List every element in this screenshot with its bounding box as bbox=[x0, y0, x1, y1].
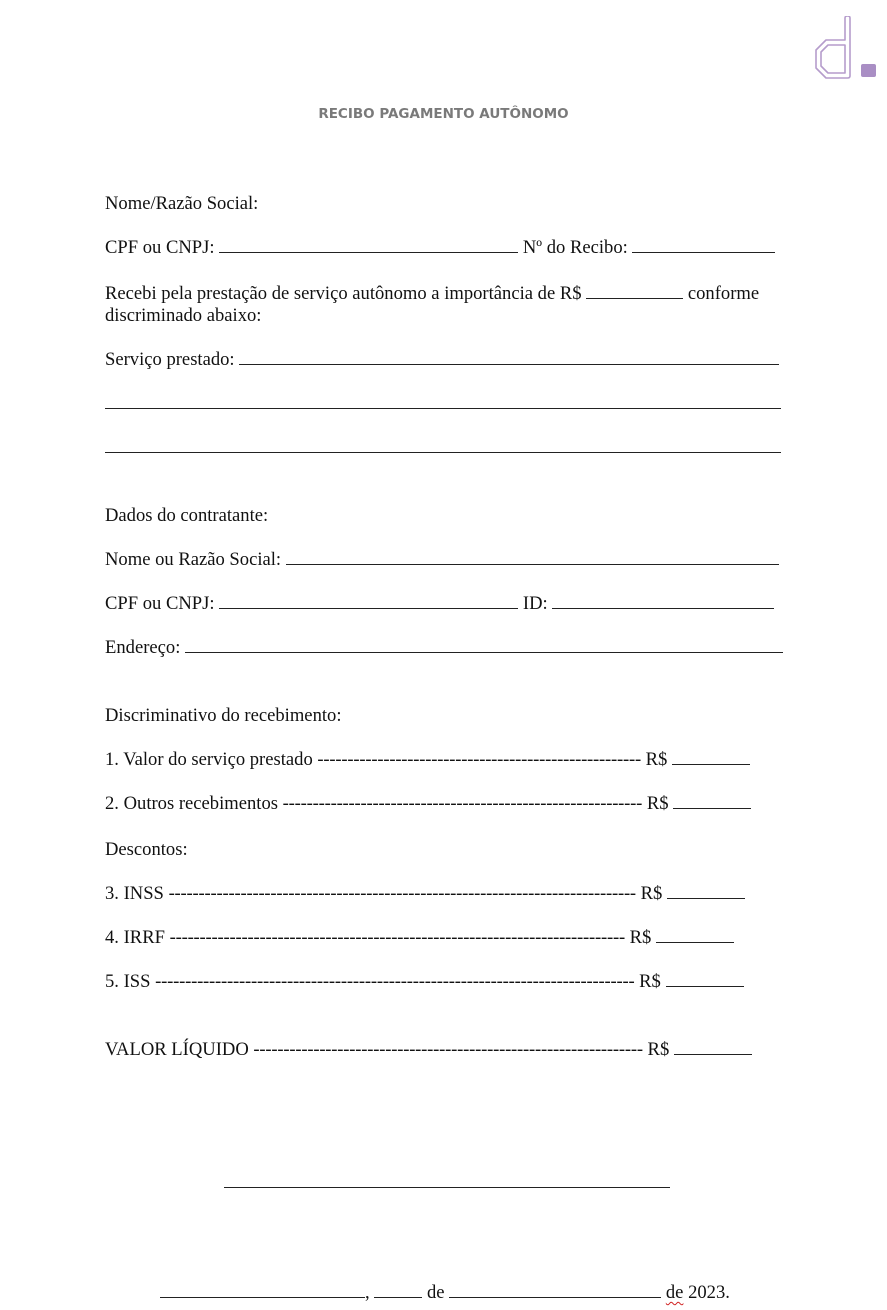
statement-text: Recebi pela prestação de serviço autônomo a importância de R$ bbox=[105, 283, 582, 304]
month-input[interactable] bbox=[449, 1282, 661, 1298]
city-input[interactable] bbox=[160, 1282, 365, 1298]
net-value-label: VALOR LÍQUIDO bbox=[105, 1039, 249, 1060]
leader-dashes: ---------------------------------------------------------------------------- bbox=[169, 927, 625, 948]
recipient-cpf-input[interactable] bbox=[219, 237, 518, 253]
breakdown-item-row bbox=[105, 749, 750, 771]
contractor-name-input[interactable] bbox=[286, 549, 779, 565]
currency-label: R$ bbox=[639, 971, 661, 992]
net-value-row bbox=[105, 1039, 752, 1061]
contractor-address-input[interactable] bbox=[185, 637, 783, 653]
leader-dashes: ----------------------------------------------------------------- bbox=[253, 1039, 643, 1060]
statement-row-2 bbox=[105, 305, 261, 327]
service-input-line2[interactable] bbox=[105, 393, 781, 409]
contractor-name-label: Nome ou Razão Social: bbox=[105, 549, 282, 570]
service-row-2 bbox=[105, 393, 781, 415]
currency-label: R$ bbox=[645, 749, 668, 770]
service-input[interactable] bbox=[239, 349, 779, 365]
discount-label: 4. IRRF bbox=[105, 927, 165, 948]
currency-label: R$ bbox=[640, 883, 663, 904]
leader-dashes: ------------------------------------------------------------------------------ bbox=[168, 883, 636, 904]
service-row-3 bbox=[105, 437, 781, 459]
currency-label: R$ bbox=[629, 927, 652, 948]
net-value-input[interactable] bbox=[674, 1039, 752, 1055]
service-input-line3[interactable] bbox=[105, 437, 781, 453]
contractor-cpf-label: CPF ou CNPJ: bbox=[105, 593, 215, 614]
discounts-heading-row bbox=[105, 839, 188, 861]
statement-row bbox=[105, 283, 759, 305]
other-receipts-input[interactable] bbox=[673, 793, 751, 809]
statement-text-line2: discriminado abaixo: bbox=[105, 305, 262, 326]
leader-dashes: ------------------------------------------------------ bbox=[317, 749, 641, 770]
signature-line[interactable] bbox=[224, 1172, 670, 1188]
contractor-cpf-input[interactable] bbox=[219, 593, 518, 609]
comma-text: , bbox=[365, 1282, 370, 1303]
date-location-row bbox=[160, 1282, 730, 1304]
breakdown-item-label: 1. Valor do serviço prestado bbox=[105, 749, 313, 770]
receipt-number-label: Nº do Recibo: bbox=[522, 237, 628, 258]
service-label: Serviço prestado: bbox=[105, 349, 235, 370]
discount-row bbox=[105, 883, 745, 905]
year-text: 2023. bbox=[688, 1282, 730, 1303]
brand-logo-icon bbox=[812, 16, 880, 80]
recipient-name-field[interactable] bbox=[105, 193, 258, 215]
day-input[interactable] bbox=[374, 1282, 422, 1298]
discount-label: 5. ISS bbox=[105, 971, 151, 992]
discount-row bbox=[105, 971, 744, 993]
service-value-input[interactable] bbox=[672, 749, 750, 765]
contractor-address-row bbox=[105, 637, 783, 659]
contractor-cpf-row bbox=[105, 593, 774, 615]
breakdown-heading-row bbox=[105, 705, 342, 727]
inss-input[interactable] bbox=[667, 883, 745, 899]
de-text-spellcheck: de bbox=[665, 1282, 684, 1303]
currency-label: R$ bbox=[647, 1039, 670, 1060]
discount-label: 3. INSS bbox=[105, 883, 164, 904]
contractor-id-label: ID: bbox=[522, 593, 548, 614]
breakdown-item-label: 2. Outros recebimentos bbox=[105, 793, 278, 814]
currency-label: R$ bbox=[646, 793, 669, 814]
discounts-heading: Descontos: bbox=[105, 839, 188, 860]
statement-text-cont: conforme bbox=[687, 283, 760, 304]
leader-dashes: ------------------------------------------------------------ bbox=[282, 793, 643, 814]
contractor-heading-row bbox=[105, 505, 268, 527]
irrf-input[interactable] bbox=[656, 927, 734, 943]
breakdown-item-row bbox=[105, 793, 751, 815]
recipient-name-label: Nome/Razão Social: bbox=[105, 193, 259, 214]
service-row bbox=[105, 349, 779, 371]
recipient-cpf-label: CPF ou CNPJ: bbox=[105, 237, 215, 258]
statement-amount-input[interactable] bbox=[586, 283, 683, 299]
de-text: de bbox=[426, 1282, 445, 1303]
contractor-address-label: Endereço: bbox=[105, 637, 181, 658]
contractor-id-input[interactable] bbox=[552, 593, 774, 609]
document-title: RECIBO PAGAMENTO AUTÔNOMO bbox=[318, 106, 569, 122]
contractor-heading: Dados do contratante: bbox=[105, 505, 269, 526]
leader-dashes: -------------------------------------------------------------------------------- bbox=[155, 971, 635, 992]
contractor-name-row bbox=[105, 549, 779, 571]
receipt-number-input[interactable] bbox=[632, 237, 775, 253]
discount-row bbox=[105, 927, 734, 949]
signature-row bbox=[224, 1172, 670, 1194]
recipient-cpf-row bbox=[105, 237, 775, 259]
breakdown-heading: Discriminativo do recebimento: bbox=[105, 705, 342, 726]
iss-input[interactable] bbox=[666, 971, 744, 987]
